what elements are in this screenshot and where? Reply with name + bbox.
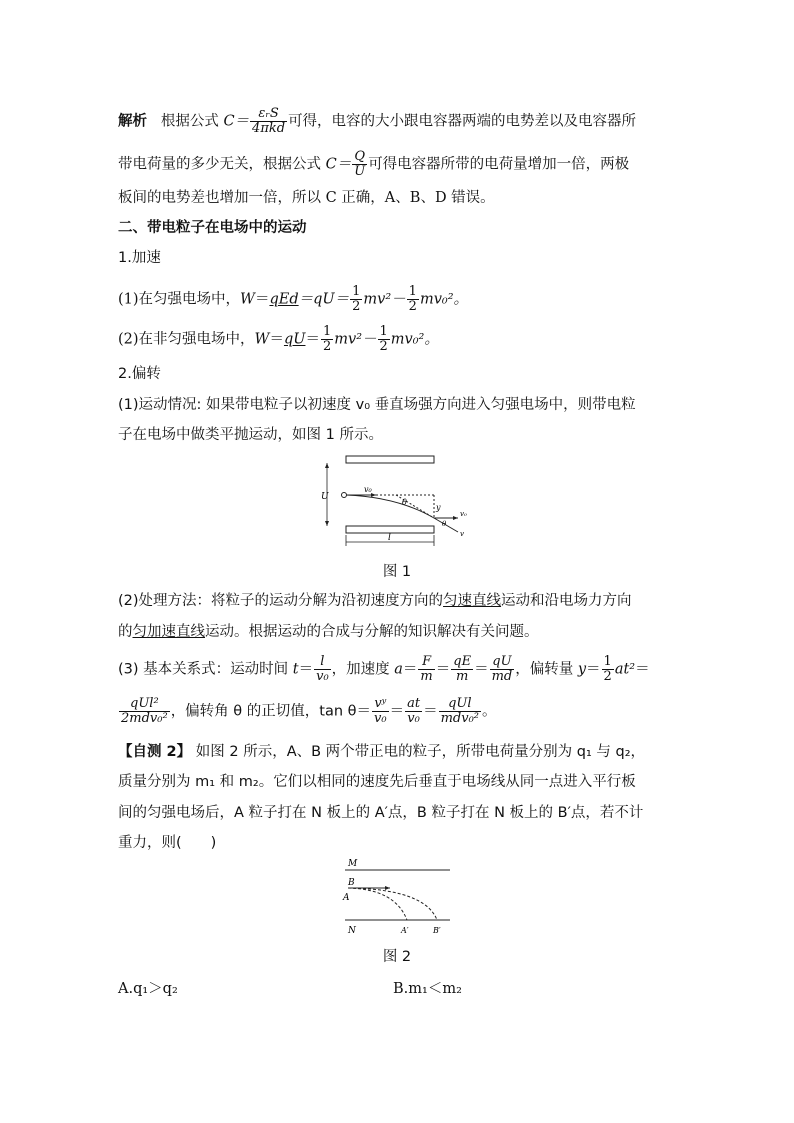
svg-text:B: B [348, 878, 355, 888]
svg-text:v: v [460, 530, 464, 538]
analysis-text: 可得，电容的大小跟电容器两端的电势差以及电容器所 [288, 113, 637, 130]
section-title: 二、带电粒子在电场中的运动 [118, 220, 307, 236]
figure-1-caption: 图 1 [382, 564, 412, 580]
svg-text:θ: θ [402, 498, 407, 507]
analysis-line-2 [118, 150, 678, 179]
figure-2-parallel-plates-diagram [335, 855, 465, 937]
option-b[interactable]: B.m₁＜m₂ [393, 981, 462, 997]
deflection-2-line-1: (2)处理方法：将粒子的运动分解为沿初速度方向的匀速直线运动和沿电场力方向 [118, 593, 632, 609]
selftest-tag: 【自测 2】 [118, 744, 192, 760]
svg-text:N: N [348, 926, 356, 936]
analysis-text: 可得电容器所带的电荷量增加一倍，两极 [368, 156, 630, 173]
q-over-u-fraction: $\frac{Q}{U}$ [354, 149, 366, 179]
option-a[interactable]: A.q₁＞q₂ [118, 981, 178, 997]
blank-qU: qU [283, 331, 306, 348]
analysis-line-1 [118, 107, 678, 136]
svg-text:A′: A′ [401, 926, 409, 935]
svg-text:M: M [348, 859, 358, 869]
deflection-1-line-2: 子在电场中做类平抛运动，如图 1 所示。 [118, 427, 383, 443]
formula-c-lhs: C＝ [325, 156, 352, 173]
blank-uniform-linear: 匀速直线 [443, 593, 502, 609]
analysis-line-3: 板间的电势差也增加一倍，所以 C 正确，A、B、D 错误。 [118, 190, 495, 206]
capacitance-fraction: $\frac{\text{εᵣS}}{\text{4πkd}}$ [252, 106, 286, 136]
analysis-text: 根据公式 [160, 113, 219, 130]
svg-text:v₀: v₀ [364, 485, 372, 494]
svg-text:v₀: v₀ [460, 510, 467, 518]
svg-text:y: y [436, 503, 441, 512]
selftest-line-3: 间的匀强电场后，A 粒子打在 N 板上的 A′点，B 粒子打在 N 板上的 B′点，若不计 [118, 805, 644, 821]
formula-c-lhs: C＝ [223, 113, 250, 130]
svg-text:U: U [321, 492, 329, 502]
deflection-2-line-2: 的匀加速直线运动。根据运动的合成与分解的知识解决有关问题。 [118, 624, 539, 640]
analysis-text: 带电荷量的多少无关，根据公式 [118, 156, 321, 173]
blank-uniformly-accelerated: 匀加速直线 [132, 624, 205, 640]
deflection-1-line-1: (1)运动情况: 如果带电粒子以初速度 v₀ 垂直场强方向进入匀强电场中，则带电粒 [118, 397, 636, 413]
deflection-3-line-1: (3) 基本关系式：运动时间 t＝ $\frac{l}{\text{v₀}}$ ，加速度 a＝ $\frac{F}{m}$ ＝ $\frac{qE}{m}$ ＝ $\frac{qU}{md}$ ，偏转量 y＝ $\frac{1}{2}$ at²＝ [118, 654, 650, 684]
figure-1-deflection-diagram [318, 452, 478, 552]
blank-qEd: qEd [269, 291, 299, 308]
acceleration-uniform: (1)在匀强电场中，W＝qEd＝qU＝ $\frac{1}{2}$ mv²－ $\frac{1}{2}$ mv₀²。 [118, 284, 469, 314]
svg-text:B′: B′ [433, 926, 441, 935]
selftest-line-4: 重力，则( ) [118, 835, 217, 851]
subsection-deflection: 2.偏转 [118, 366, 161, 382]
figure-2-caption: 图 2 [382, 949, 412, 965]
acceleration-nonuniform: (2)在非匀强电场中，W＝qU＝ $\frac{1}{2}$ mv²－ $\frac{1}{2}$ mv₀²。 [118, 324, 439, 354]
deflection-3-line-2: $\frac{\text{qUl²}}{\text{2mdv₀²}}$ ，偏转角 θ 的正切值，tan θ＝ $\frac{\text{vʸ}}{\text{v₀}}$ ＝ $\frac{at}{\text{v₀}}$ ＝ $\frac{\text{qUl}}{\text{mdv₀²}}$ 。 [121, 696, 497, 726]
svg-text:A: A [343, 893, 350, 903]
selftest-line-1: 【自测 2】 如图 2 所示，A、B 两个带正电的粒子，所带电荷量分别为 q₁ 与 q₂， [118, 744, 646, 760]
analysis-label: 解析 [118, 113, 147, 130]
subsection-acceleration: 1.加速 [118, 250, 161, 266]
svg-text:θ: θ [442, 520, 447, 528]
svg-text:l: l [388, 533, 391, 543]
selftest-line-2: 质量分别为 m₁ 和 m₂。它们以相同的速度先后垂直于电场线从同一点进入平行板 [118, 774, 636, 790]
